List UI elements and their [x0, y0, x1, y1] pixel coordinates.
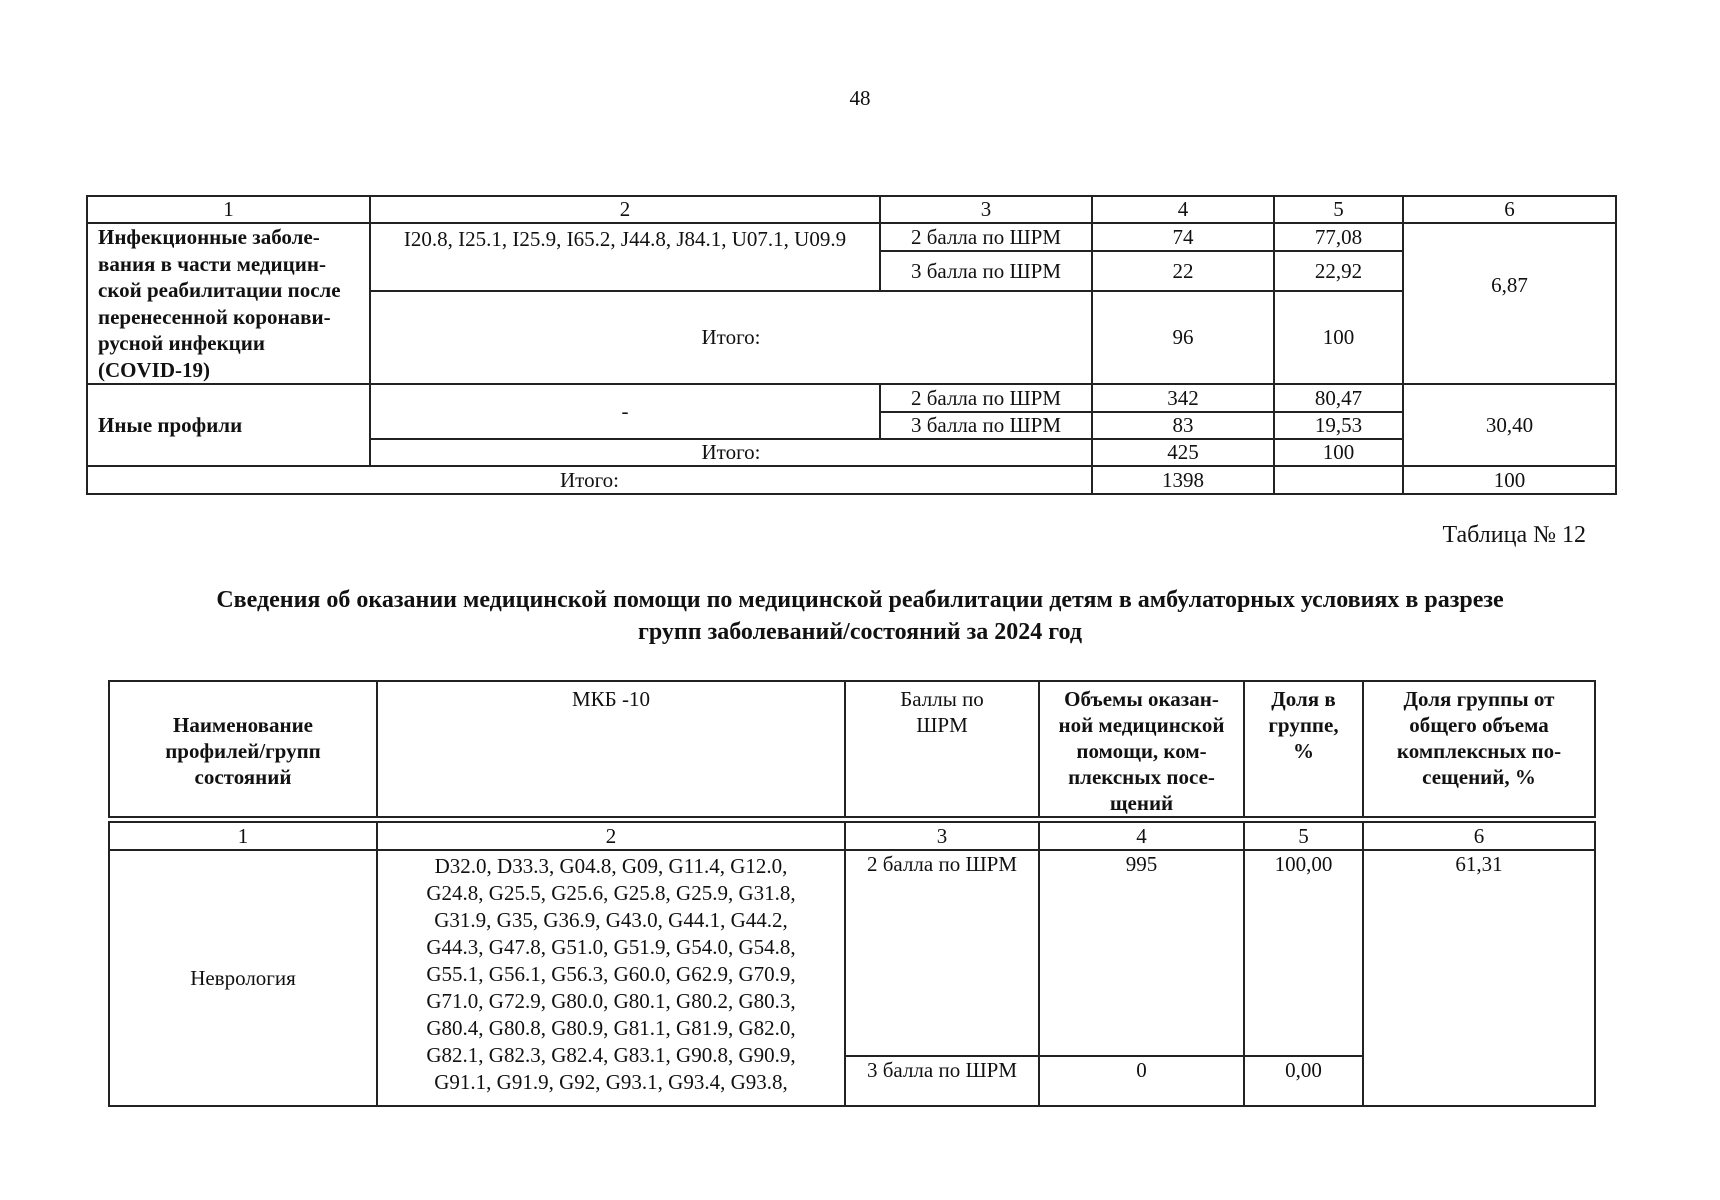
header-line: Наименование: [173, 713, 313, 737]
share-cell: 100: [1274, 439, 1403, 466]
icd-codes: I20.8, I25.1, I25.9, I65.2, J44.8, J84.1, U07.1, U09.9: [370, 223, 880, 291]
share-cell: 100,00: [1244, 850, 1363, 1056]
volume-cell: 995: [1039, 850, 1244, 1056]
col-number: 3: [845, 822, 1039, 850]
header-line: плексных посе-: [1068, 765, 1215, 789]
group-name: [87, 223, 370, 384]
group-share-cell: 61,31: [1363, 850, 1595, 1106]
score-cell: 3 балла по ШРМ: [880, 251, 1092, 291]
score-cell: 2 балла по ШРМ: [880, 223, 1092, 251]
volume-cell: 342: [1092, 384, 1274, 412]
col-number: 4: [1039, 822, 1244, 850]
table-title: [120, 584, 1600, 648]
header-cell: [1244, 681, 1363, 817]
header-cell: [1363, 681, 1595, 817]
score-cell: 2 балла по ШРМ: [880, 384, 1092, 412]
volume-cell: 83: [1092, 412, 1274, 439]
group-name-line: Иные профили: [98, 412, 243, 437]
col-number: 5: [1244, 822, 1363, 850]
volume-cell: 74: [1092, 223, 1274, 251]
code-line: G55.1, G56.1, G56.3, G60.0, G62.9, G70.9,: [426, 962, 796, 986]
col-number: 4: [1092, 196, 1274, 223]
group-name-line: ской реабилитации после: [98, 278, 341, 302]
header-row: [109, 681, 1595, 817]
table-number: Таблица № 12: [1442, 522, 1586, 548]
volume-cell: 1398: [1092, 466, 1274, 494]
group-share-cell: 100: [1403, 466, 1616, 494]
subtotal-label: Итого:: [370, 291, 1092, 384]
share-cell: 19,53: [1274, 412, 1403, 439]
icd-codes: -: [370, 384, 880, 439]
group-share-cell: 6,87: [1403, 223, 1616, 384]
header-line: состояний: [194, 765, 292, 789]
header-cell: [109, 681, 377, 817]
col-number: 1: [87, 196, 370, 223]
header-line: Баллы по: [900, 687, 984, 711]
volume-cell: 96: [1092, 291, 1274, 384]
column-number-row: [87, 196, 1616, 223]
volume-cell: 425: [1092, 439, 1274, 466]
rehabilitation-table: [108, 680, 1596, 1107]
col-number: 3: [880, 196, 1092, 223]
subtotal-label: Итого:: [370, 439, 1092, 466]
code-line: G31.9, G35, G36.9, G43.0, G44.1, G44.2,: [434, 908, 788, 932]
header-line: помощи, ком-: [1076, 739, 1207, 763]
col-number: 1: [109, 822, 377, 850]
group-share-cell: 30,40: [1403, 384, 1616, 466]
col-number: 5: [1274, 196, 1403, 223]
col-number: 6: [1403, 196, 1616, 223]
column-number-row: [109, 822, 1595, 850]
header-line: общего объема: [1409, 713, 1549, 737]
group-name: [87, 384, 370, 466]
header-line: сещений, %: [1422, 765, 1536, 789]
table-row: [109, 850, 1595, 1056]
volume-cell: 0: [1039, 1056, 1244, 1106]
code-line: G24.8, G25.5, G25.6, G25.8, G25.9, G31.8,: [426, 881, 796, 905]
share-cell: 80,47: [1274, 384, 1403, 412]
volume-cell: 22: [1092, 251, 1274, 291]
group-name-line: Инфекционные заболе-: [98, 225, 320, 249]
group-name-line: перенесенной коронави-: [98, 304, 331, 329]
header-cell: [1039, 681, 1244, 817]
grand-total-row: [87, 466, 1616, 494]
header-line: ной медицинской: [1058, 713, 1225, 737]
header-line: группе,: [1268, 713, 1339, 737]
col-number: 2: [377, 822, 845, 850]
table-row: [87, 384, 1616, 412]
header-line: Доля группы от: [1403, 687, 1555, 711]
share-cell: 100: [1274, 291, 1403, 384]
score-cell: 2 балла по ШРМ: [845, 850, 1039, 1056]
icd-codes: [377, 850, 845, 1106]
code-line: G71.0, G72.9, G80.0, G80.1, G80.2, G80.3,: [426, 989, 796, 1013]
continuation-table: [86, 195, 1617, 495]
table-title-line: Сведения об оказании медицинской помощи по медицинской реабилитации детям в амбулаторных условиях в разрезе: [216, 587, 1504, 613]
code-line: G44.3, G47.8, G51.0, G51.9, G54.0, G54.8,: [426, 935, 796, 959]
code-line: G82.1, G82.3, G82.4, G83.1, G90.8, G90.9,: [426, 1043, 796, 1067]
col-number: 6: [1363, 822, 1595, 850]
col-number: 2: [370, 196, 880, 223]
share-cell: 22,92: [1274, 251, 1403, 291]
header-line: щений: [1109, 791, 1174, 815]
code-line: G91.1, G91.9, G92, G93.1, G93.4, G93.8,: [434, 1070, 788, 1094]
header-cell: [377, 681, 845, 817]
score-cell: 3 балла по ШРМ: [880, 412, 1092, 439]
page-number: 48: [849, 86, 871, 110]
group-name-line: (COVID-19): [98, 357, 210, 382]
grand-total-label: Итого:: [87, 466, 1092, 494]
profile-name: Неврология: [109, 850, 377, 1106]
code-line: D32.0, D33.3, G04.8, G09, G11.4, G12.0,: [434, 854, 788, 878]
code-line: G80.4, G80.8, G80.9, G81.1, G81.9, G82.0,: [426, 1016, 796, 1040]
header-line: %: [1293, 739, 1314, 763]
header-line: МКБ -10: [572, 687, 650, 711]
score-cell: 3 балла по ШРМ: [845, 1056, 1039, 1106]
table-row: [87, 223, 1616, 251]
share-cell: 77,08: [1274, 223, 1403, 251]
table-title-line: групп заболеваний/состояний за 2024 год: [637, 619, 1082, 645]
header-line: Доля в: [1271, 687, 1336, 711]
header-line: ШРМ: [916, 713, 968, 737]
header-line: комплексных по-: [1396, 739, 1562, 763]
header-line: Объемы оказан-: [1064, 687, 1219, 711]
share-cell: [1274, 466, 1403, 494]
header-line: профилей/групп: [165, 739, 321, 763]
group-name-line: русной инфекции: [98, 331, 265, 355]
header-cell: [845, 681, 1039, 817]
share-cell: 0,00: [1244, 1056, 1363, 1106]
group-name-line: вания в части медицин-: [98, 251, 326, 276]
